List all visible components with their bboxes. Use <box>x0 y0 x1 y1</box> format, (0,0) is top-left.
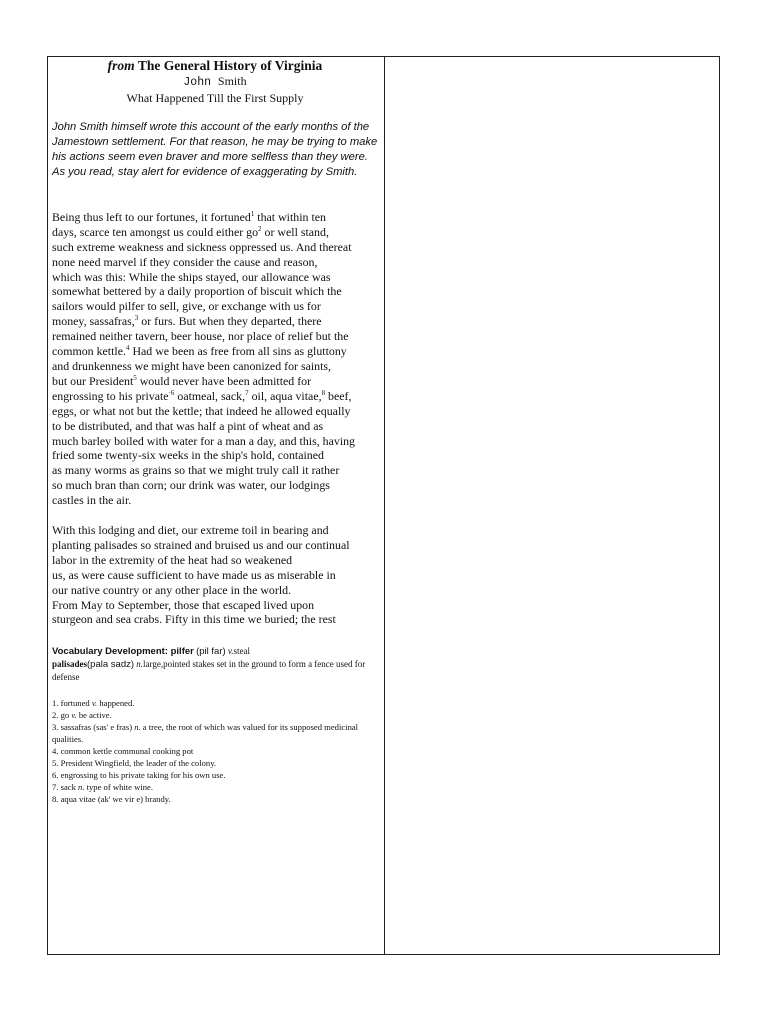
vocab-pos-1: v. <box>227 646 234 657</box>
footnotes <box>52 697 378 805</box>
intro-note: John Smith himself wrote this account of the early months of the Jamestown settlement. For that reason, he may be trying to make his actions seem even braver and more selfless than they were. As you read, stay alert for evidence of exaggerating by Smith. <box>52 121 378 178</box>
vocab-label: Vocabulary Development: pilfer <box>52 646 194 658</box>
footnote-ref-4: 4 <box>125 344 130 353</box>
author-last: Smith <box>217 74 247 88</box>
title-from: from <box>107 58 135 73</box>
passage <box>52 195 378 627</box>
vocab-line-pilfer <box>52 645 378 658</box>
vocab-pronunciation-2: (pala sadz) <box>87 659 135 671</box>
footnote-5: 5. President Wingfield, the leader of the colony. <box>52 758 217 769</box>
title-text: The General History of Virginia <box>137 58 323 73</box>
footnote-ref-1: 1 <box>250 209 255 218</box>
footnote-4: 4. common kettle communal cooking pot <box>52 746 194 757</box>
author-first: John <box>183 76 211 89</box>
footnote-ref-2: 2 <box>258 224 262 233</box>
footnote-2: 2. go v. be active. <box>52 710 112 721</box>
footnote-7: 7. sack n. type of white wine. <box>52 782 153 793</box>
subtitle: What Happened Till the First Supply <box>126 91 304 105</box>
footnote-ref-6: ·6 <box>168 388 175 397</box>
vocab-pos-2: n. <box>136 659 144 670</box>
page-title <box>52 58 378 74</box>
footnote-ref-7: 7 <box>245 388 249 397</box>
footnote-ref-3: 3 <box>134 314 139 323</box>
passage-paragraph-2: With this lodging and diet, our extreme toil in bearing and planting palisades so strained and bruised us and our continual labor in the extremity of the heat had so weakened us, as were cause sufficient to have made us as miserable in our native country or any other place in the world. From May to September, those that escaped lived upon sturgeon and sea crabs. Fifty in this time we buried; the rest <box>52 523 350 627</box>
vocabulary-box <box>52 645 378 683</box>
column-divider <box>384 56 385 955</box>
footnote-6: 6. engrossing to his private taking for his own use. <box>52 770 226 781</box>
footnote-1: 1. fortuned v. happened. <box>52 698 135 709</box>
footnote-8: 8. aqua vitae (ak' we vir e) brandy. <box>52 794 171 805</box>
footnote-ref-8: 8 <box>321 388 326 397</box>
vocab-pronunciation-1: (pil far) <box>196 646 226 658</box>
vocab-definition-2: large,pointed stakes set in the ground to form a fence used for defense <box>52 659 366 683</box>
vocab-definition-1: steal <box>233 646 250 657</box>
author <box>52 74 378 90</box>
passage-paragraph-1: Being thus left to our fortunes, it fortuned$^1$ that within ten days, scarce ten amongst us could either $go^2$ or well stand, such extreme weakness and sickness oppressed us. And thereat none need marvel if they consider the cause and reason, which was this: While the ships stayed, our allowance was somewhat bettered by a daily proportion of biscuit which the sailors would pilfer to sell, give, or exchange with us for money, sassafras,$^3$ or furs. But when they departed, there remained neither tavern, beer house, nor place of relief but the common kettle.$^4$ Had we been as free from all sins as gluttony and drunkenness we might have been canonized for saints, but our President$^5$ would never have been admitted for engrossing to his private$^{\cdot 6}$ oatmeal, sack,$^7$ oil, aqua vitae,$^8$ beef, eggs, or what not but the kettle; that indeed he allowed equally to be distributed, and that was half a pint of wheat and as much barley boiled with water for a man a day, and this, having fried some twenty-six weeks in the ship's hold, contained as many worms as grains so that we might truly call it rather so much bran than corn; our drink was water, our lodgings castles in the air. <box>52 209 356 508</box>
right-column-notes-area[interactable] <box>386 57 719 954</box>
footnote-3: 3. sassafras (sas' e fras) n. a tree, the root of which was valued for its supposed medicinal qualities. <box>52 722 359 745</box>
vocab-term-2: palisades <box>52 659 88 670</box>
vocab-line-palisades <box>52 658 378 683</box>
left-column <box>52 58 378 805</box>
footnote-ref-5: 5 <box>133 373 137 382</box>
